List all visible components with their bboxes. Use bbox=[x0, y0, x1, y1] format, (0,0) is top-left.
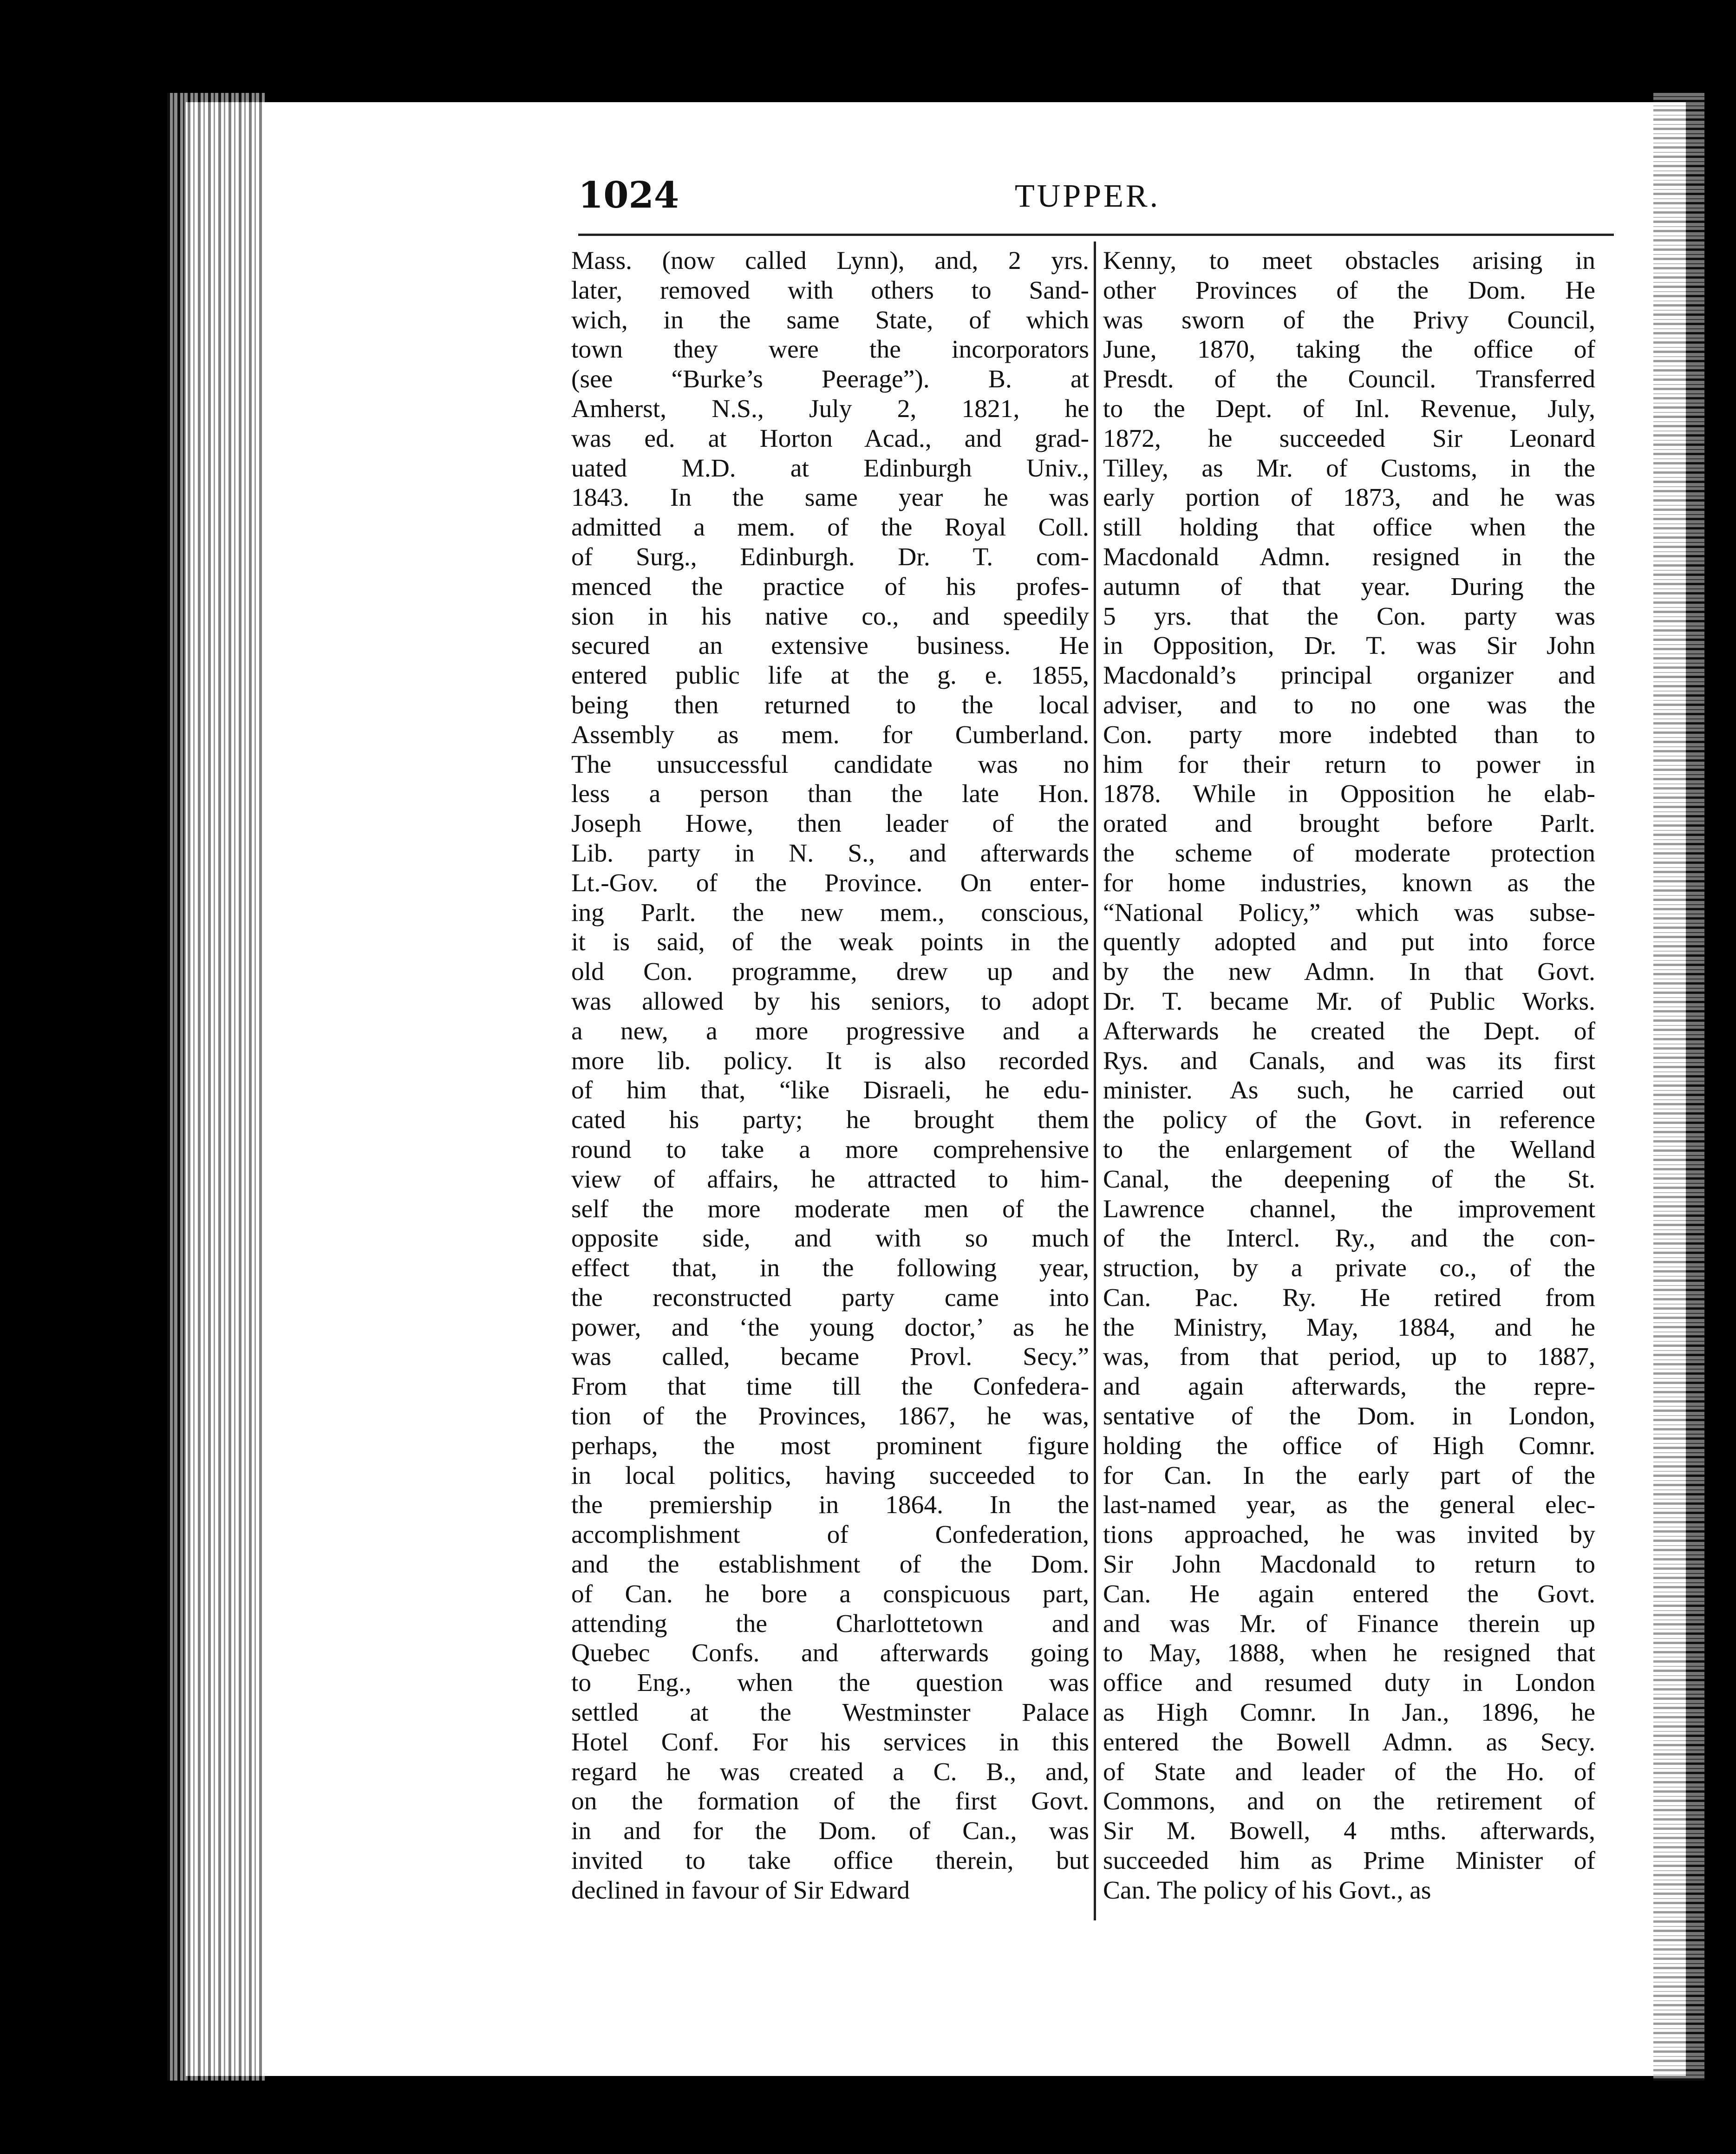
text-line: for home industries, known as the bbox=[1103, 868, 1595, 897]
text-line: accomplishment of Confederation, bbox=[571, 1521, 1089, 1549]
text-line: June, 1870, taking the office of bbox=[1103, 335, 1595, 364]
text-line: as High Comnr. In Jan., 1896, he bbox=[1103, 1698, 1595, 1727]
text-line: Kenny, to meet obstacles arising in bbox=[1103, 247, 1595, 275]
text-line: Dr. T. became Mr. of Public Works. bbox=[1103, 987, 1595, 1016]
text-line: ing Parlt. the new mem., conscious, bbox=[571, 898, 1089, 927]
text-line: admitted a mem. of the Royal Coll. bbox=[571, 513, 1089, 542]
text-line: tion of the Provinces, 1867, he was, bbox=[571, 1402, 1089, 1431]
text-column-left bbox=[571, 246, 1089, 1927]
text-line: Quebec Confs. and afterwards going bbox=[571, 1639, 1089, 1668]
text-line: Rys. and Canals, and was its first bbox=[1103, 1046, 1595, 1075]
text-line: (see “Burke’s Peerage”). B. at bbox=[571, 365, 1089, 394]
text-line: orated and brought before Parlt. bbox=[1103, 809, 1595, 838]
text-line: Lib. party in N. S., and afterwards bbox=[571, 839, 1089, 868]
text-line: holding the office of High Comnr. bbox=[1103, 1431, 1595, 1460]
text-line: Can. Pac. Ry. He retired from bbox=[1103, 1283, 1595, 1312]
text-line: Tilley, as Mr. of Customs, in the bbox=[1103, 454, 1595, 483]
text-line: and the establishment of the Dom. bbox=[571, 1550, 1089, 1579]
text-line: view of affairs, he attracted to him- bbox=[571, 1165, 1089, 1194]
text-line: the reconstructed party came into bbox=[571, 1283, 1089, 1312]
text-line: by the new Admn. In that Govt. bbox=[1103, 958, 1595, 986]
text-line: was allowed by his seniors, to adopt bbox=[571, 987, 1089, 1016]
text-line: The unsuccessful candidate was no bbox=[571, 750, 1089, 779]
text-line: still holding that office when the bbox=[1103, 513, 1595, 542]
text-line: entered the Bowell Admn. as Secy. bbox=[1103, 1728, 1595, 1756]
text-line: to May, 1888, when he resigned that bbox=[1103, 1639, 1595, 1668]
text-line: of the Intercl. Ry., and the con- bbox=[1103, 1224, 1595, 1253]
text-line: attending the Charlottetown and bbox=[571, 1609, 1089, 1638]
text-line: 5 yrs. that the Con. party was bbox=[1103, 602, 1595, 631]
text-line: Commons, and on the retirement of bbox=[1103, 1787, 1595, 1816]
running-head: TUPPER. bbox=[1015, 178, 1161, 214]
text-line: in and for the Dom. of Can., was bbox=[571, 1817, 1089, 1846]
text-line: town they were the incorporators bbox=[571, 335, 1089, 364]
text-line: tions approached, he was invited by bbox=[1103, 1521, 1595, 1549]
text-line: opposite side, and with so much bbox=[571, 1224, 1089, 1253]
text-line: office and resumed duty in London bbox=[1103, 1669, 1595, 1697]
text-line: wich, in the same State, of which bbox=[571, 306, 1089, 334]
text-line: effect that, in the following year, bbox=[571, 1254, 1089, 1283]
text-line: regard he was created a C. B., and, bbox=[571, 1757, 1089, 1786]
text-line: quently adopted and put into force bbox=[1103, 928, 1595, 957]
text-line: him for their return to power in bbox=[1103, 750, 1595, 779]
page-header bbox=[578, 174, 1614, 230]
text-line: Canal, the deepening of the St. bbox=[1103, 1165, 1595, 1194]
text-line: 1878. While in Opposition he elab- bbox=[1103, 780, 1595, 809]
text-line: the Ministry, May, 1884, and he bbox=[1103, 1313, 1595, 1342]
text-line: Amherst, N.S., July 2, 1821, he bbox=[571, 394, 1089, 423]
text-line: and was Mr. of Finance therein up bbox=[1103, 1609, 1595, 1638]
column-divider bbox=[1094, 242, 1096, 1920]
text-line: in Opposition, Dr. T. was Sir John bbox=[1103, 632, 1595, 660]
text-line: less a person than the late Hon. bbox=[571, 780, 1089, 809]
text-line: on the formation of the first Govt. bbox=[571, 1787, 1089, 1816]
text-line: cated his party; he brought them bbox=[571, 1106, 1089, 1135]
header-rule bbox=[578, 234, 1614, 236]
text-line: was ed. at Horton Acad., and grad- bbox=[571, 424, 1089, 453]
text-line: being then returned to the local bbox=[571, 691, 1089, 719]
scan-edge-left bbox=[167, 93, 265, 2081]
text-line: Macdonald Admn. resigned in the bbox=[1103, 542, 1595, 571]
text-line: Lt.-Gov. of the Province. On enter- bbox=[571, 868, 1089, 897]
text-line: the premiership in 1864. In the bbox=[571, 1491, 1089, 1520]
text-line: old Con. programme, drew up and bbox=[571, 958, 1089, 986]
text-line: of State and leader of the Ho. of bbox=[1103, 1757, 1595, 1786]
text-line: to the enlargement of the Welland bbox=[1103, 1135, 1595, 1164]
text-line: the scheme of moderate protection bbox=[1103, 839, 1595, 868]
text-line: of Surg., Edinburgh. Dr. T. com- bbox=[571, 542, 1089, 571]
text-line: sion in his native co., and speedily bbox=[571, 602, 1089, 631]
text-line: last-named year, as the general elec- bbox=[1103, 1491, 1595, 1520]
text-line: menced the practice of his profes- bbox=[571, 572, 1089, 601]
text-line: a new, a more progressive and a bbox=[571, 1017, 1089, 1045]
text-line: to Eng., when the question was bbox=[571, 1669, 1089, 1697]
text-line: Can. The policy of his Govt., as bbox=[1103, 1876, 1431, 1905]
text-line: Sir John Macdonald to return to bbox=[1103, 1550, 1595, 1579]
text-line: secured an extensive business. He bbox=[571, 632, 1089, 660]
text-line: Macdonald’s principal organizer and bbox=[1103, 661, 1595, 690]
page-number: 1024 bbox=[578, 174, 679, 216]
text-line: minister. As such, he carried out bbox=[1103, 1076, 1595, 1105]
text-column-right bbox=[1103, 246, 1595, 1927]
text-line: From that time till the Confedera- bbox=[571, 1372, 1089, 1401]
text-line: Joseph Howe, then leader of the bbox=[571, 809, 1089, 838]
text-line: more lib. policy. It is also recorded bbox=[571, 1046, 1089, 1075]
text-line: for Can. In the early part of the bbox=[1103, 1461, 1595, 1490]
text-line: Assembly as mem. for Cumberland. bbox=[571, 720, 1089, 749]
text-line: was sworn of the Privy Council, bbox=[1103, 306, 1595, 334]
text-line: succeeded him as Prime Minister of bbox=[1103, 1847, 1595, 1875]
text-line: Hotel Conf. For his services in this bbox=[571, 1728, 1089, 1756]
scan-edge-right bbox=[1653, 93, 1704, 2081]
text-line: was, from that period, up to 1887, bbox=[1103, 1343, 1595, 1371]
text-line: Presdt. of the Council. Transferred bbox=[1103, 365, 1595, 394]
text-line: Lawrence channel, the improvement bbox=[1103, 1194, 1595, 1223]
text-line: Can. He again entered the Govt. bbox=[1103, 1580, 1595, 1608]
text-line: round to take a more comprehensive bbox=[571, 1135, 1089, 1164]
text-line: “National Policy,” which was subse- bbox=[1103, 898, 1595, 927]
text-line: was called, became Provl. Secy.” bbox=[571, 1343, 1089, 1371]
text-line: of Can. he bore a conspicuous part, bbox=[571, 1580, 1089, 1608]
text-line: in local politics, having succeeded to bbox=[571, 1461, 1089, 1490]
text-line: early portion of 1873, and he was bbox=[1103, 483, 1595, 512]
text-line: uated M.D. at Edinburgh Univ., bbox=[571, 454, 1089, 483]
text-line: other Provinces of the Dom. He bbox=[1103, 276, 1595, 305]
text-line: later, removed with others to Sand- bbox=[571, 276, 1089, 305]
text-line: struction, by a private co., of the bbox=[1103, 1254, 1595, 1283]
text-line: of him that, “like Disraeli, he edu- bbox=[571, 1076, 1089, 1105]
text-line: 1843. In the same year he was bbox=[571, 483, 1089, 512]
text-line: power, and ‘the young doctor,’ as he bbox=[571, 1313, 1089, 1342]
text-line: sentative of the Dom. in London, bbox=[1103, 1402, 1595, 1431]
text-line: self the more moderate men of the bbox=[571, 1194, 1089, 1223]
text-line: autumn of that year. During the bbox=[1103, 572, 1595, 601]
text-line: adviser, and to no one was the bbox=[1103, 691, 1595, 719]
text-line: Mass. (now called Lynn), and, 2 yrs. bbox=[571, 247, 1089, 275]
text-line: perhaps, the most prominent figure bbox=[571, 1431, 1089, 1460]
text-line: Afterwards he created the Dept. of bbox=[1103, 1017, 1595, 1045]
text-line: declined in favour of Sir Edward bbox=[571, 1876, 910, 1905]
text-line: Con. party more indebted than to bbox=[1103, 720, 1595, 749]
text-line: settled at the Westminster Palace bbox=[571, 1698, 1089, 1727]
text-line: and again afterwards, the repre- bbox=[1103, 1372, 1595, 1401]
text-line: it is said, of the weak points in the bbox=[571, 928, 1089, 957]
text-line: the policy of the Govt. in reference bbox=[1103, 1106, 1595, 1135]
text-line: entered public life at the g. e. 1855, bbox=[571, 661, 1089, 690]
text-line: Sir M. Bowell, 4 mths. afterwards, bbox=[1103, 1817, 1595, 1846]
text-line: invited to take office therein, but bbox=[571, 1847, 1089, 1875]
text-line: to the Dept. of Inl. Revenue, July, bbox=[1103, 394, 1595, 423]
text-line: 1872, he succeeded Sir Leonard bbox=[1103, 424, 1595, 453]
